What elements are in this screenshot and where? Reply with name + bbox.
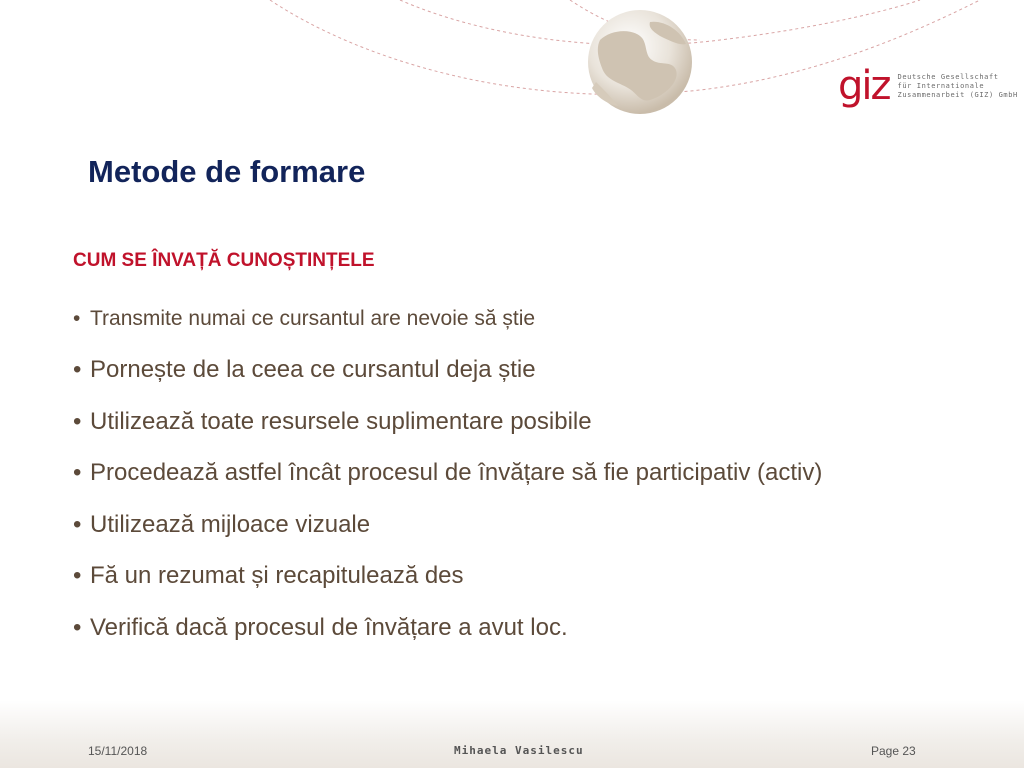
bullet-marker: • — [73, 613, 82, 641]
slide-subtitle: CUM SE ÎNVAȚĂ CUNOȘTINȚELE — [73, 250, 375, 271]
bullet-marker: • — [73, 562, 82, 590]
giz-logo-mark: giz — [838, 63, 890, 109]
footer-date: 15/11/2018 — [88, 744, 148, 758]
bullet-marker: • — [73, 407, 82, 435]
bullet-marker: • — [73, 510, 82, 538]
bullet-text: Utilizează toate resursele suplimentare posibile — [90, 407, 592, 435]
logo-line: für Internationale — [897, 81, 985, 90]
footer-page-number: Page 23 — [871, 744, 916, 758]
bullet-item — [73, 345, 822, 397]
bullet-item — [73, 396, 822, 448]
bullet-text: Procedează astfel încât procesul de învățare să fie participativ (activ) — [90, 459, 823, 487]
bullet-list — [73, 293, 822, 654]
bullet-marker: • — [73, 356, 82, 384]
bullet-item — [73, 448, 822, 500]
bullet-marker: • — [73, 459, 82, 487]
bullet-text: Utilizează mijloace vizuale — [90, 510, 371, 538]
bullet-text: Verifică dacă procesul de învățare a avut loc. — [90, 613, 568, 641]
bullet-item — [73, 499, 822, 551]
logo-line: Zusammenarbeit (GIZ) GmbH — [897, 90, 1018, 99]
footer-author: Mihaela Vasilescu — [454, 744, 584, 757]
slide-title: Metode de formare — [88, 154, 366, 189]
bullet-item — [73, 551, 822, 603]
giz-logo-text — [898, 73, 1018, 100]
bullet-text: Transmite numai ce cursantul are nevoie să știe — [90, 306, 536, 330]
globe-icon — [588, 10, 692, 114]
bullet-marker: • — [73, 306, 81, 330]
giz-logo — [838, 63, 1018, 109]
bullet-item — [73, 293, 822, 345]
bullet-item — [73, 602, 822, 654]
bullet-text: Fă un rezumat și recapitulează des — [90, 562, 464, 590]
logo-line: Deutsche Gesellschaft — [897, 72, 999, 81]
bullet-text: Pornește de la ceea ce cursantul deja știe — [90, 356, 536, 384]
